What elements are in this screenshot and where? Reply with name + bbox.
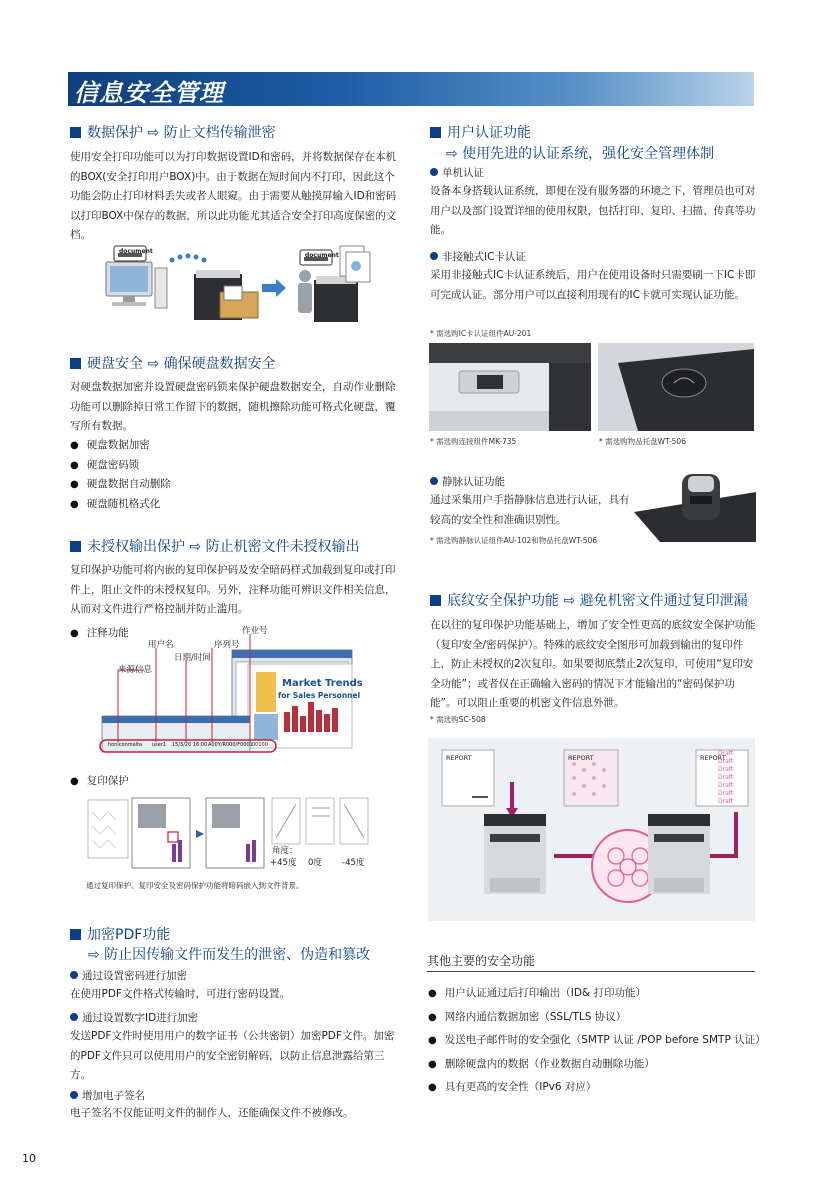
bullet-dot-icon <box>430 168 438 176</box>
section-banner <box>68 72 754 106</box>
watermark-heading: 底纹安全保护功能 ⇨ 避免机密文件通过复印泄漏 <box>430 592 748 610</box>
page-number: 10 <box>22 1152 36 1165</box>
data-protection-body: 使用安全打印功能可以为打印数据设置ID和密码，并将数据保存在本机的BOX(安全打印用户BOX)中。由于数据在短时间内不打印，因此这个功能会防止打印材料丢失或者人眼窥。由于需要从触摸屏输入ID和密码以打印BOX中保存的数据，所以此功能尤其适合安全打印高度保密的文档。 <box>70 151 397 241</box>
user-auth-subheading: ⇨ 使用先进的认证系统，强化安全管理体制 <box>446 146 715 162</box>
user-auth-heading: 用户认证功能 <box>430 124 531 142</box>
watermark-body: 在以往的复印保护功能基础上，增加了安全性更高的底纹安全保护功能（复印安全/密码保护）。特殊的底纹安全图形可加载到输出的复印件上，防止未授权的2次复印。如果要彻底禁止2次复印，可使用“复印安全功能”；或者仅在正确输入密码的情况下才能输出的“密码保护功能”。可以阻止重要的机密文件信息外泄。 <box>430 619 756 709</box>
hdd-body: 对硬盘数据加密并设置硬盘密码锁来保护硬盘数据安全，自动作业删除功能可以删除掉日常工作留下的数据，随机擦除功能可格式化硬盘，覆写所有数据。 <box>70 381 396 432</box>
heading-square-icon <box>70 127 81 138</box>
pdf-subsection-body: 在使用PDF文件格式传输时，可进行密码设置。 <box>70 988 290 1000</box>
option-note: * 需选购SC-508 <box>430 715 486 724</box>
pdf-subsection-title: 通过设置数字ID进行加密 <box>70 1010 198 1026</box>
hdd-feature-list <box>70 436 171 514</box>
angle-value: +45度 <box>270 858 297 868</box>
heading-square-icon <box>70 541 81 552</box>
vein-scanner-photo <box>630 462 756 542</box>
pdf-heading: 加密PDF功能 <box>70 926 170 944</box>
heading-square-icon <box>70 929 81 940</box>
list-item: ● 注释功能 <box>70 624 129 644</box>
bullet-dot-icon <box>70 1091 78 1099</box>
bullet-dot-icon <box>70 971 78 979</box>
ic-card-tray-photo <box>598 343 754 431</box>
document-label: document <box>305 252 339 259</box>
ic-card-unit-photo <box>429 343 591 431</box>
bullet-dot-icon <box>70 1013 78 1021</box>
pdf-subsection-title: 增加电子签名 <box>70 1088 145 1104</box>
option-note: * 需选购连接组件MK-735 <box>430 437 517 446</box>
bullet-dot-icon <box>430 252 438 260</box>
list-item: ● 硬盘随机格式化 <box>70 495 171 515</box>
option-note: * 需选购IC卡认证组件AU-201 <box>430 329 532 338</box>
angle-label: 角度： <box>272 846 298 856</box>
auth-subsection-title: 静脉认证功能 <box>430 474 505 490</box>
pdf-subsection-title: 通过设置密码进行加密 <box>70 968 187 984</box>
watermark-illustration <box>428 738 755 921</box>
annot-label-user: 用户名 <box>148 640 174 650</box>
pdf-subsection-body: 电子签名不仅能证明文件的制作人，还能确保文件不被修改。 <box>70 1107 354 1119</box>
auth-subsection-body: 采用非接触式IC卡认证系统后，用户在使用设备时只需要刷一下IC卡即可完成认证。部分用户可以直接利用现有的IC卡就可实现认证功能。 <box>430 269 756 301</box>
divider <box>427 971 755 972</box>
list-item: ● 硬盘密码锁 <box>70 456 171 476</box>
stamp-field: 15/3/20 16:00 <box>172 742 208 748</box>
option-note: * 需选购物品托盘WT-506 <box>599 437 686 446</box>
hdd-heading: 硬盘安全 ⇨ 确保硬盘数据安全 <box>70 355 276 373</box>
copy-protect-caption: 通过复印保护、复印安全及密码保护功能将暗码嵌入到文件背景。 <box>86 881 304 890</box>
list-item: ● 用户认证通过后打印输出（ID& 打印功能） <box>428 982 766 1006</box>
other-features-list <box>428 982 766 1100</box>
list-item: ● 复印保护 <box>70 772 129 792</box>
pdf-subsection-body: 发送PDF文件时使用用户的数字证书（公共密钥）加密PDF文件。加密的PDF文件只可以使用用户的安全密钥解码，以防止信息泄露给第三方。 <box>70 1030 395 1081</box>
list-item: ● 具有更高的安全性（IPv6 对应） <box>428 1076 766 1100</box>
data-protection-heading: 数据保护 ⇨ 防止文档传输泄密 <box>70 124 276 142</box>
auth-subsection-title: 非接触式IC卡认证 <box>430 249 526 265</box>
angle-value: 0度 <box>308 858 322 868</box>
market-trends-subtitle: for Sales Personnel <box>278 691 361 700</box>
secure-print-illustration <box>100 240 390 330</box>
list-item: ● 发送电子邮件时的安全强化（SMTP 认证 /POP before SMTP 认证） <box>428 1029 766 1053</box>
market-trends-title: Market Trends <box>282 678 363 689</box>
stamp-field: 00100 <box>252 742 268 748</box>
stamp-field: A00Y/R000/F0001 <box>208 742 253 748</box>
list-item: ● 删除硬盘内的数据（作业数据自动删除功能） <box>428 1053 766 1077</box>
stamp-field: user1 <box>152 742 167 748</box>
annot-label-datetime: 日期/时间 <box>174 653 211 663</box>
other-features-title: 其他主要的安全功能 <box>427 954 536 968</box>
pdf-subheading: ⇨ 防止因传输文件而发生的泄密、伪造和篡改 <box>88 947 371 963</box>
option-note: * 需选购静脉认证组件AU-102和物品托盘WT-506 <box>430 536 598 545</box>
heading-square-icon <box>430 595 441 606</box>
annotation-illustration <box>96 622 396 762</box>
heading-square-icon <box>70 358 81 369</box>
annot-label-serial: 序列号 <box>214 640 240 650</box>
annot-label-job: 作业号 <box>242 626 268 636</box>
unauth-heading: 未授权输出保护 ⇨ 防止机密文件未授权输出 <box>70 538 360 556</box>
heading-square-icon <box>430 127 441 138</box>
banner-title: 信息安全管理 <box>74 79 224 107</box>
copy-protect-illustration <box>86 792 386 874</box>
report-label: REPORT <box>446 754 472 762</box>
draft-watermark: Draft Draft Draft Draft Draft Draft Draft <box>718 750 734 805</box>
copy-protect-bullet <box>70 772 129 792</box>
bullet-dot-icon <box>430 477 438 485</box>
list-item: ● 网络内通信数据加密（SSL/TLS 协议） <box>428 1006 766 1030</box>
report-label: REPORT <box>700 754 726 762</box>
unauth-body: 复印保护功能可将内嵌的复印保护码及安全暗码样式加载到复印或打印件上，阻止文件的未授权复印。另外，注释功能可辨识文件相关信息，从而对文件进行严格控制并防止滥用。 <box>70 564 396 615</box>
auth-subsection-body: 通过采集用户手指静脉信息进行认证，具有较高的安全性和准确识别性。 <box>430 494 630 526</box>
document-label: document <box>119 248 153 255</box>
auth-subsection-title: 单机认证 <box>430 165 484 181</box>
stamp-field: honiconmalta <box>108 742 143 748</box>
list-item: ● 硬盘数据自动删除 <box>70 475 171 495</box>
list-item: ● 硬盘数据加密 <box>70 436 171 456</box>
angle-value: -45度 <box>342 858 365 868</box>
report-label: REPORT <box>568 754 594 762</box>
annot-label-source: 来源信息 <box>118 665 153 675</box>
auth-subsection-body: 设备本身搭载认证系统，即便在没有服务器的环境之下，管理员也可对用户以及部门设置详细的使用权限，包括打印、复印、扫描、传真等功能。 <box>430 185 756 236</box>
